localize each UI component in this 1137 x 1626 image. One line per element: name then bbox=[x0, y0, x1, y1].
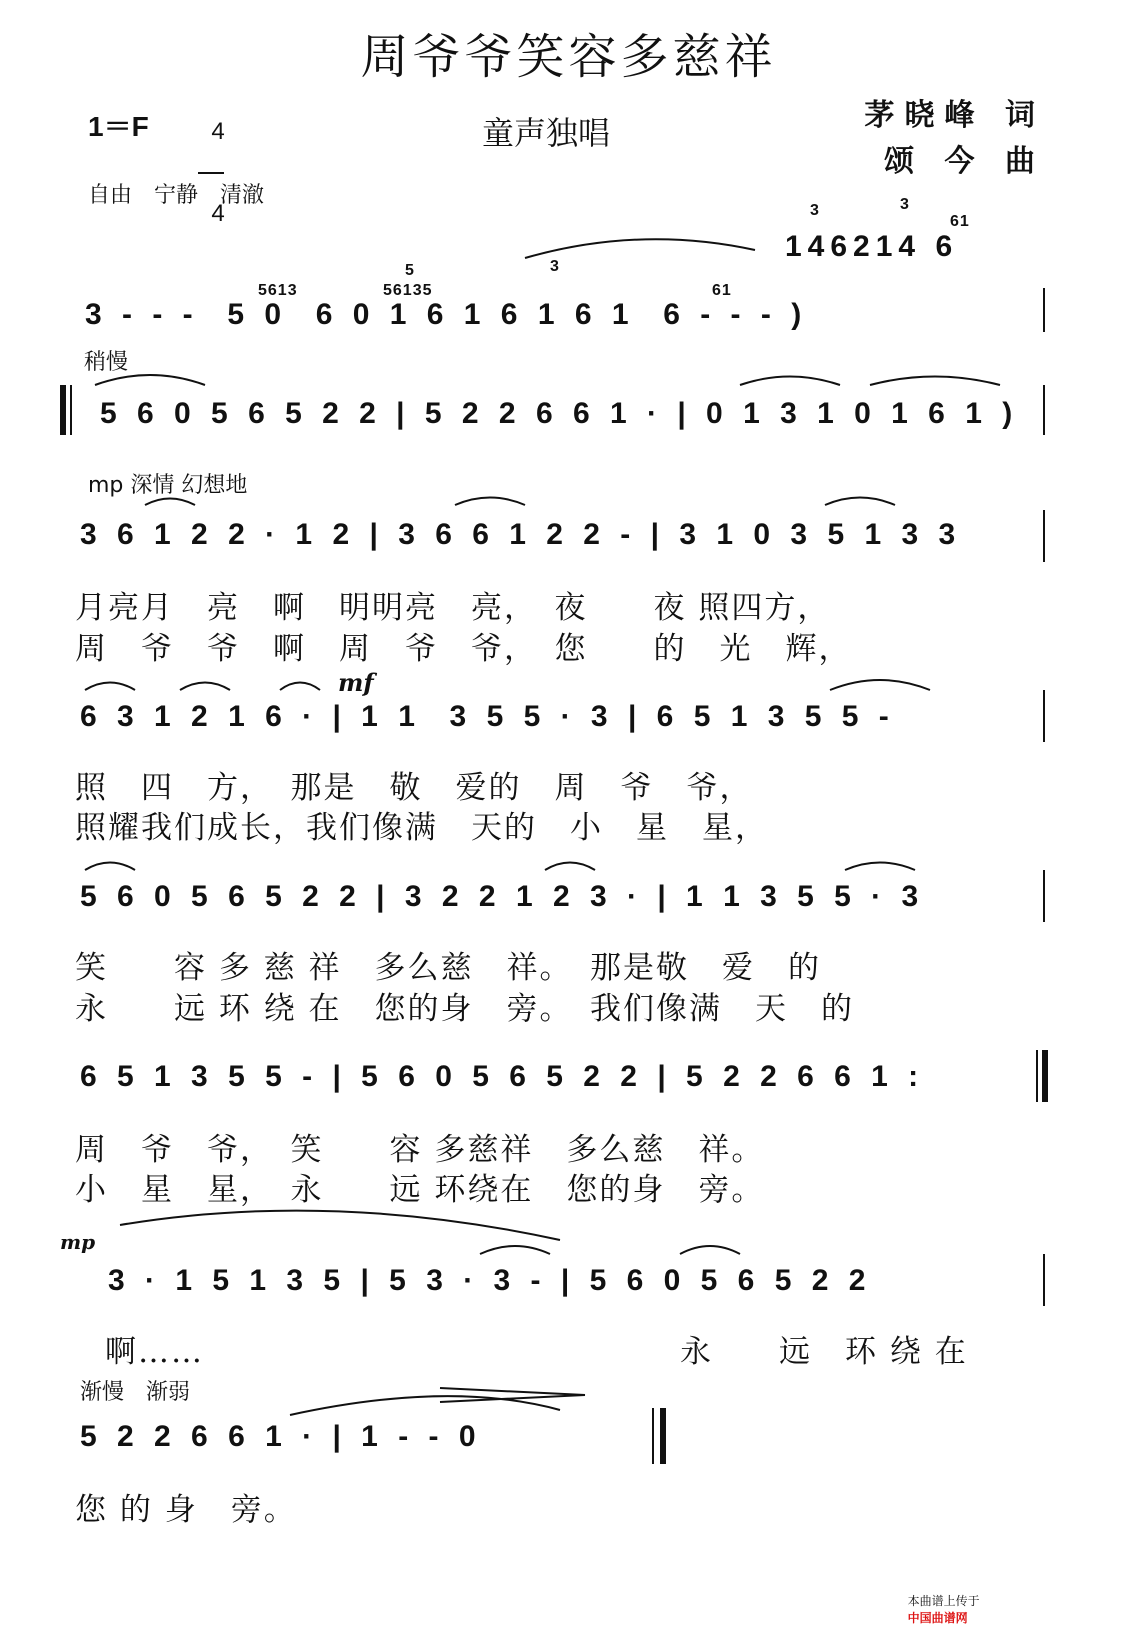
grace-note-4: 61 bbox=[950, 213, 970, 230]
staff-line-3-notes: 3 6 1 2 2 · 1 2 | 3 6 6 1 2 2 - | 3 1 0 3 5 1 3 3 bbox=[80, 518, 962, 551]
performance-type: 童声独唱 bbox=[482, 114, 611, 152]
dynamic-mp: mp bbox=[60, 1230, 96, 1254]
staff-line-8-notes: 5 2 2 6 6 1 · | 1 - - 0 bbox=[80, 1420, 482, 1453]
cadenza-notes: 146214 6 bbox=[785, 230, 959, 263]
intro-notes: 3 - - - 5 0 6 0 1 6 1 6 1 6 1 6 - - - ) bbox=[85, 298, 808, 331]
footer-text: 本曲谱上传于 bbox=[907, 1594, 980, 1608]
lyric-line-6-verse-1: 周 爷 爷， 笑 容 多慈祥 多么慈 祥。 bbox=[75, 1132, 765, 1168]
tempo-marking-ritardando: 渐慢 渐弱 bbox=[80, 1380, 191, 1405]
staff-line-2-notes: 5 6 0 5 6 5 2 2 | 5 2 2 6 6 1 · | 0 1 3 1 0 1 6 1 ) bbox=[100, 397, 1019, 430]
page-title: 周爷爷笑容多慈祥 bbox=[360, 29, 777, 85]
grace-note-2: 56135 bbox=[383, 282, 433, 299]
time-sig-top: 4 bbox=[211, 118, 225, 145]
lyric-line-4-verse-2: 照耀我们成长，我们像满 天的 小 星 星， bbox=[75, 810, 768, 846]
staff-line-4-notes: 6 3 1 2 1 6 · | 1 1 3 5 5 · 3 | 6 5 1 3 5 5 - bbox=[80, 700, 895, 733]
lyricist-credit: 茅晓峰 词 bbox=[864, 98, 1045, 133]
grace-note-3: 61 bbox=[712, 282, 732, 299]
footer-credit bbox=[900, 1578, 980, 1626]
lyric-line-4-verse-1: 照 四 方， 那是 敬 爱的 周 爷 爷， bbox=[75, 770, 753, 806]
lyric-line-3-verse-2: 周 爷 爷 啊 周 爷 爷， 您 的 光 辉， bbox=[75, 631, 852, 667]
dynamic-mf: mf bbox=[338, 668, 374, 697]
lyric-line-5-verse-2: 永 远 环 绕 在 您的身 旁。 我们像满 天 的 bbox=[75, 991, 855, 1027]
composer-credit: 颂 今 曲 bbox=[884, 144, 1045, 179]
grace-note-1: 5613 bbox=[258, 282, 298, 299]
lyric-line-7-ah: 啊…… bbox=[105, 1334, 204, 1370]
expression-marking: mp 深情 幻想地 bbox=[88, 473, 248, 498]
lyric-line-7-end: 永 远 环 绕 在 bbox=[680, 1334, 968, 1370]
triplet-mark-2: 3 bbox=[810, 202, 820, 219]
tempo-marking-slower: 稍慢 bbox=[84, 350, 129, 375]
triplet-mark-1: 3 bbox=[550, 258, 560, 275]
staff-line-5-notes: 5 6 0 5 6 5 2 2 | 3 2 2 1 2 3 · | 1 1 3 5 5 · 3 bbox=[80, 880, 925, 913]
quintuplet-mark: 5 bbox=[405, 262, 415, 279]
lyric-line-3-verse-1: 月亮月 亮 啊 明明亮 亮， 夜 夜 照四方， bbox=[75, 590, 831, 626]
site-logo: 中国曲谱网 bbox=[907, 1611, 968, 1625]
intro-marking: 自由 宁静 清澈 bbox=[88, 183, 265, 208]
lyric-line-8: 您 的 身 旁。 bbox=[75, 1492, 297, 1528]
time-sig-bottom: 4 bbox=[211, 200, 225, 227]
staff-line-6-notes: 6 5 1 3 5 5 - | 5 6 0 5 6 5 2 2 | 5 2 2 6 6 1 : bbox=[80, 1060, 925, 1093]
lyric-line-6-verse-2: 小 星 星， 永 远 环绕在 您的身 旁。 bbox=[75, 1172, 765, 1208]
key-signature: 1＝F bbox=[88, 111, 149, 142]
staff-line-7-notes: 3 · 1 5 1 3 5 | 5 3 · 3 - | 5 6 0 5 6 5 2 2 bbox=[108, 1264, 872, 1297]
triplet-mark-3: 3 bbox=[900, 196, 910, 213]
lyric-line-5-verse-1: 笑 容 多 慈 祥 多么慈 祥。 那是敬 爱 的 bbox=[75, 950, 822, 986]
